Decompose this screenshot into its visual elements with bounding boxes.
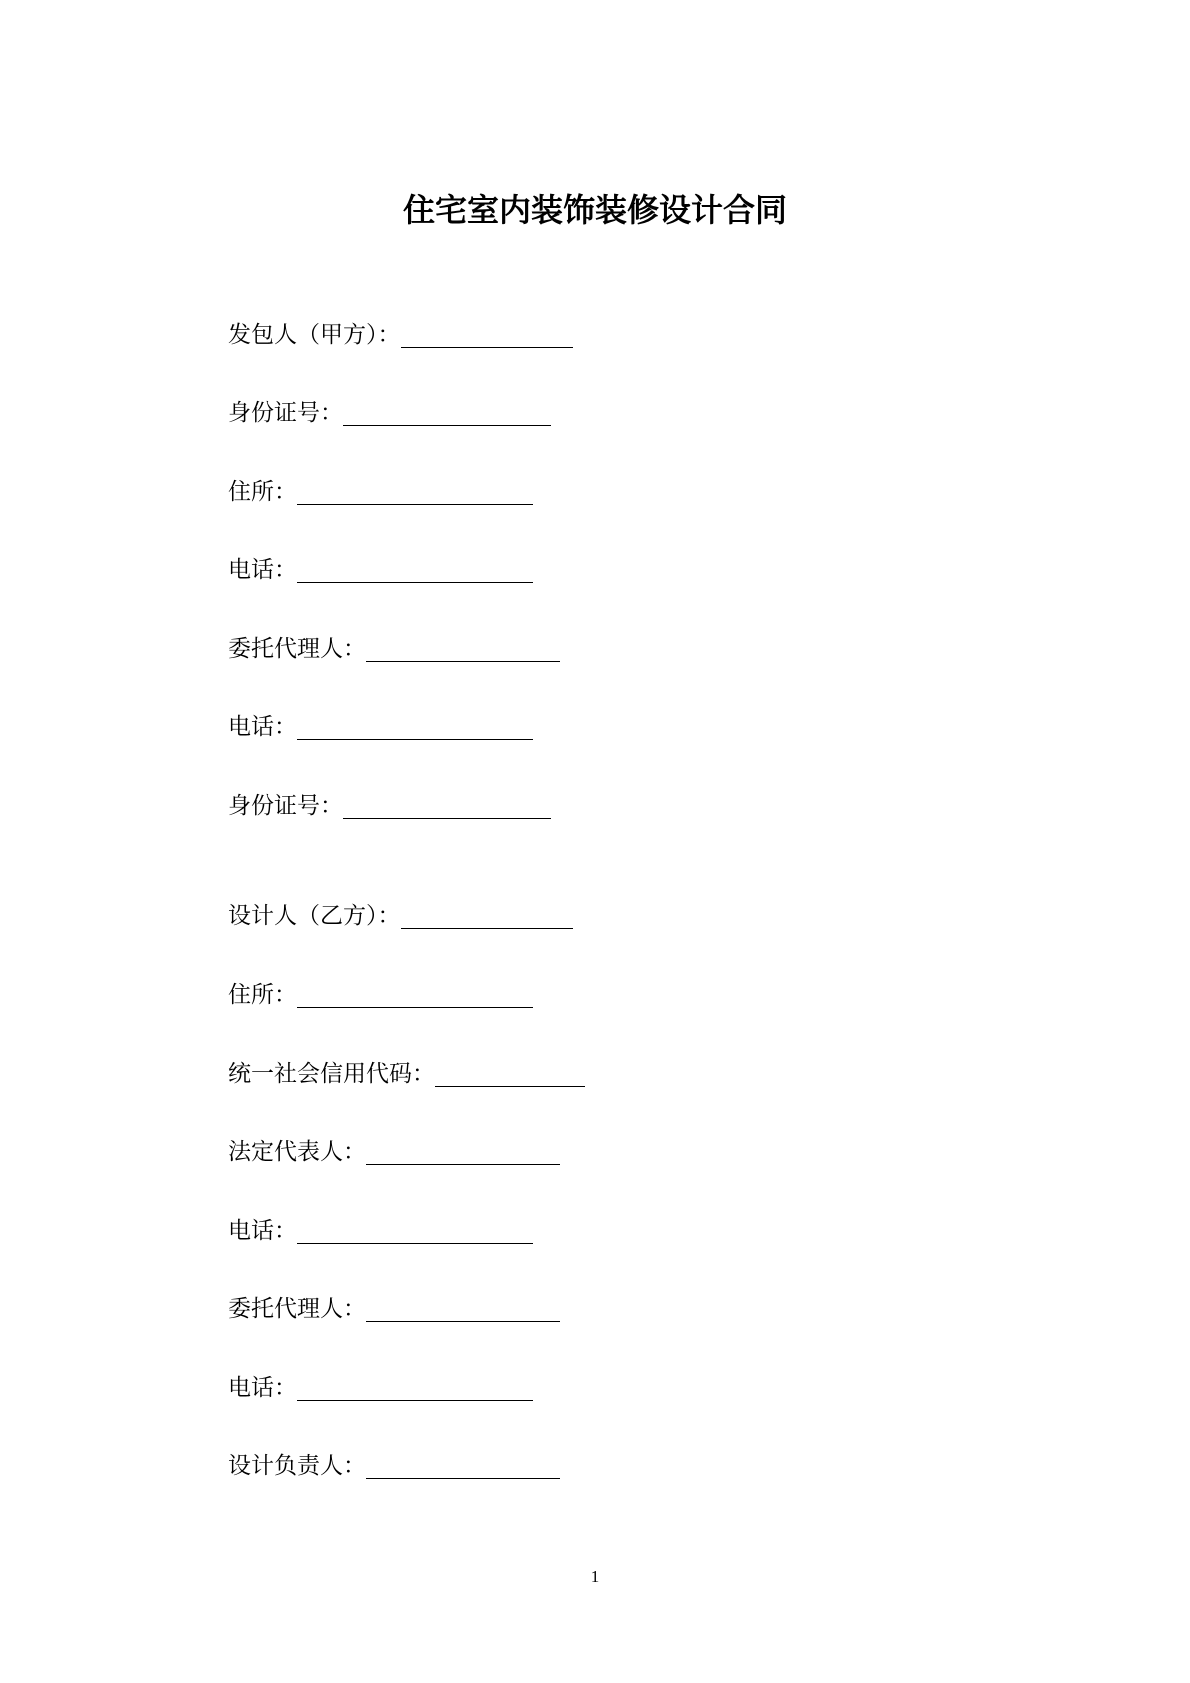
party-a-id-number-label: 身份证号： (228, 400, 343, 426)
party-b-address-field (228, 978, 533, 1012)
party-a-agent-id-number-field (228, 789, 551, 823)
contract-title: 住宅室内装饰装修设计合同 (402, 191, 787, 229)
party-a-phone-field (228, 553, 533, 587)
party-a-field (228, 318, 573, 352)
party-b-agent-blank[interactable] (366, 1295, 560, 1322)
party-b-agent-phone-label: 电话： (228, 1375, 297, 1401)
party-b-agent-phone-field (228, 1371, 533, 1405)
party-a-address-blank[interactable] (297, 478, 533, 505)
party-b-credit-code-field (228, 1057, 585, 1091)
party-a-phone-label: 电话： (228, 557, 297, 583)
party-b-blank[interactable] (401, 902, 573, 929)
party-b-legal-rep-blank[interactable] (366, 1138, 560, 1165)
party-a-address-label: 住所： (228, 479, 297, 505)
party-a-id-number-blank[interactable] (343, 399, 551, 426)
party-b-credit-code-blank[interactable] (435, 1060, 585, 1087)
party-a-address-field (228, 475, 533, 509)
party-a-agent-blank[interactable] (366, 635, 560, 662)
party-b-design-lead-label: 设计负责人： (228, 1453, 366, 1479)
party-a-id-number-field (228, 396, 551, 430)
party-b-address-blank[interactable] (297, 981, 533, 1008)
party-b-field (228, 899, 573, 933)
party-b-design-lead-blank[interactable] (366, 1452, 560, 1479)
party-a-blank[interactable] (401, 321, 573, 348)
party-a-agent-field (228, 632, 560, 666)
party-b-legal-rep-label: 法定代表人： (228, 1139, 366, 1165)
party-b-design-lead-field (228, 1449, 560, 1483)
party-b-agent-phone-blank[interactable] (297, 1374, 533, 1401)
page-number: 1 (590, 1567, 600, 1586)
party-b-phone-blank[interactable] (297, 1217, 533, 1244)
party-a-agent-id-number-blank[interactable] (343, 792, 551, 819)
party-a-agent-phone-blank[interactable] (297, 713, 533, 740)
party-b-address-label: 住所： (228, 982, 297, 1008)
party-a-agent-phone-field (228, 710, 533, 744)
party-b-phone-field (228, 1214, 533, 1248)
party-b-phone-label: 电话： (228, 1218, 297, 1244)
party-a-agent-label: 委托代理人： (228, 636, 366, 662)
party-a-agent-id-number-label: 身份证号： (228, 793, 343, 819)
party-a-label: 发包人（甲方）： (228, 322, 401, 348)
party-b-legal-rep-field (228, 1135, 560, 1169)
party-b-credit-code-label: 统一社会信用代码： (228, 1061, 435, 1087)
party-b-agent-label: 委托代理人： (228, 1296, 366, 1322)
party-b-agent-field (228, 1292, 560, 1326)
party-a-agent-phone-label: 电话： (228, 714, 297, 740)
party-a-phone-blank[interactable] (297, 556, 533, 583)
party-b-label: 设计人（乙方）： (228, 903, 401, 929)
